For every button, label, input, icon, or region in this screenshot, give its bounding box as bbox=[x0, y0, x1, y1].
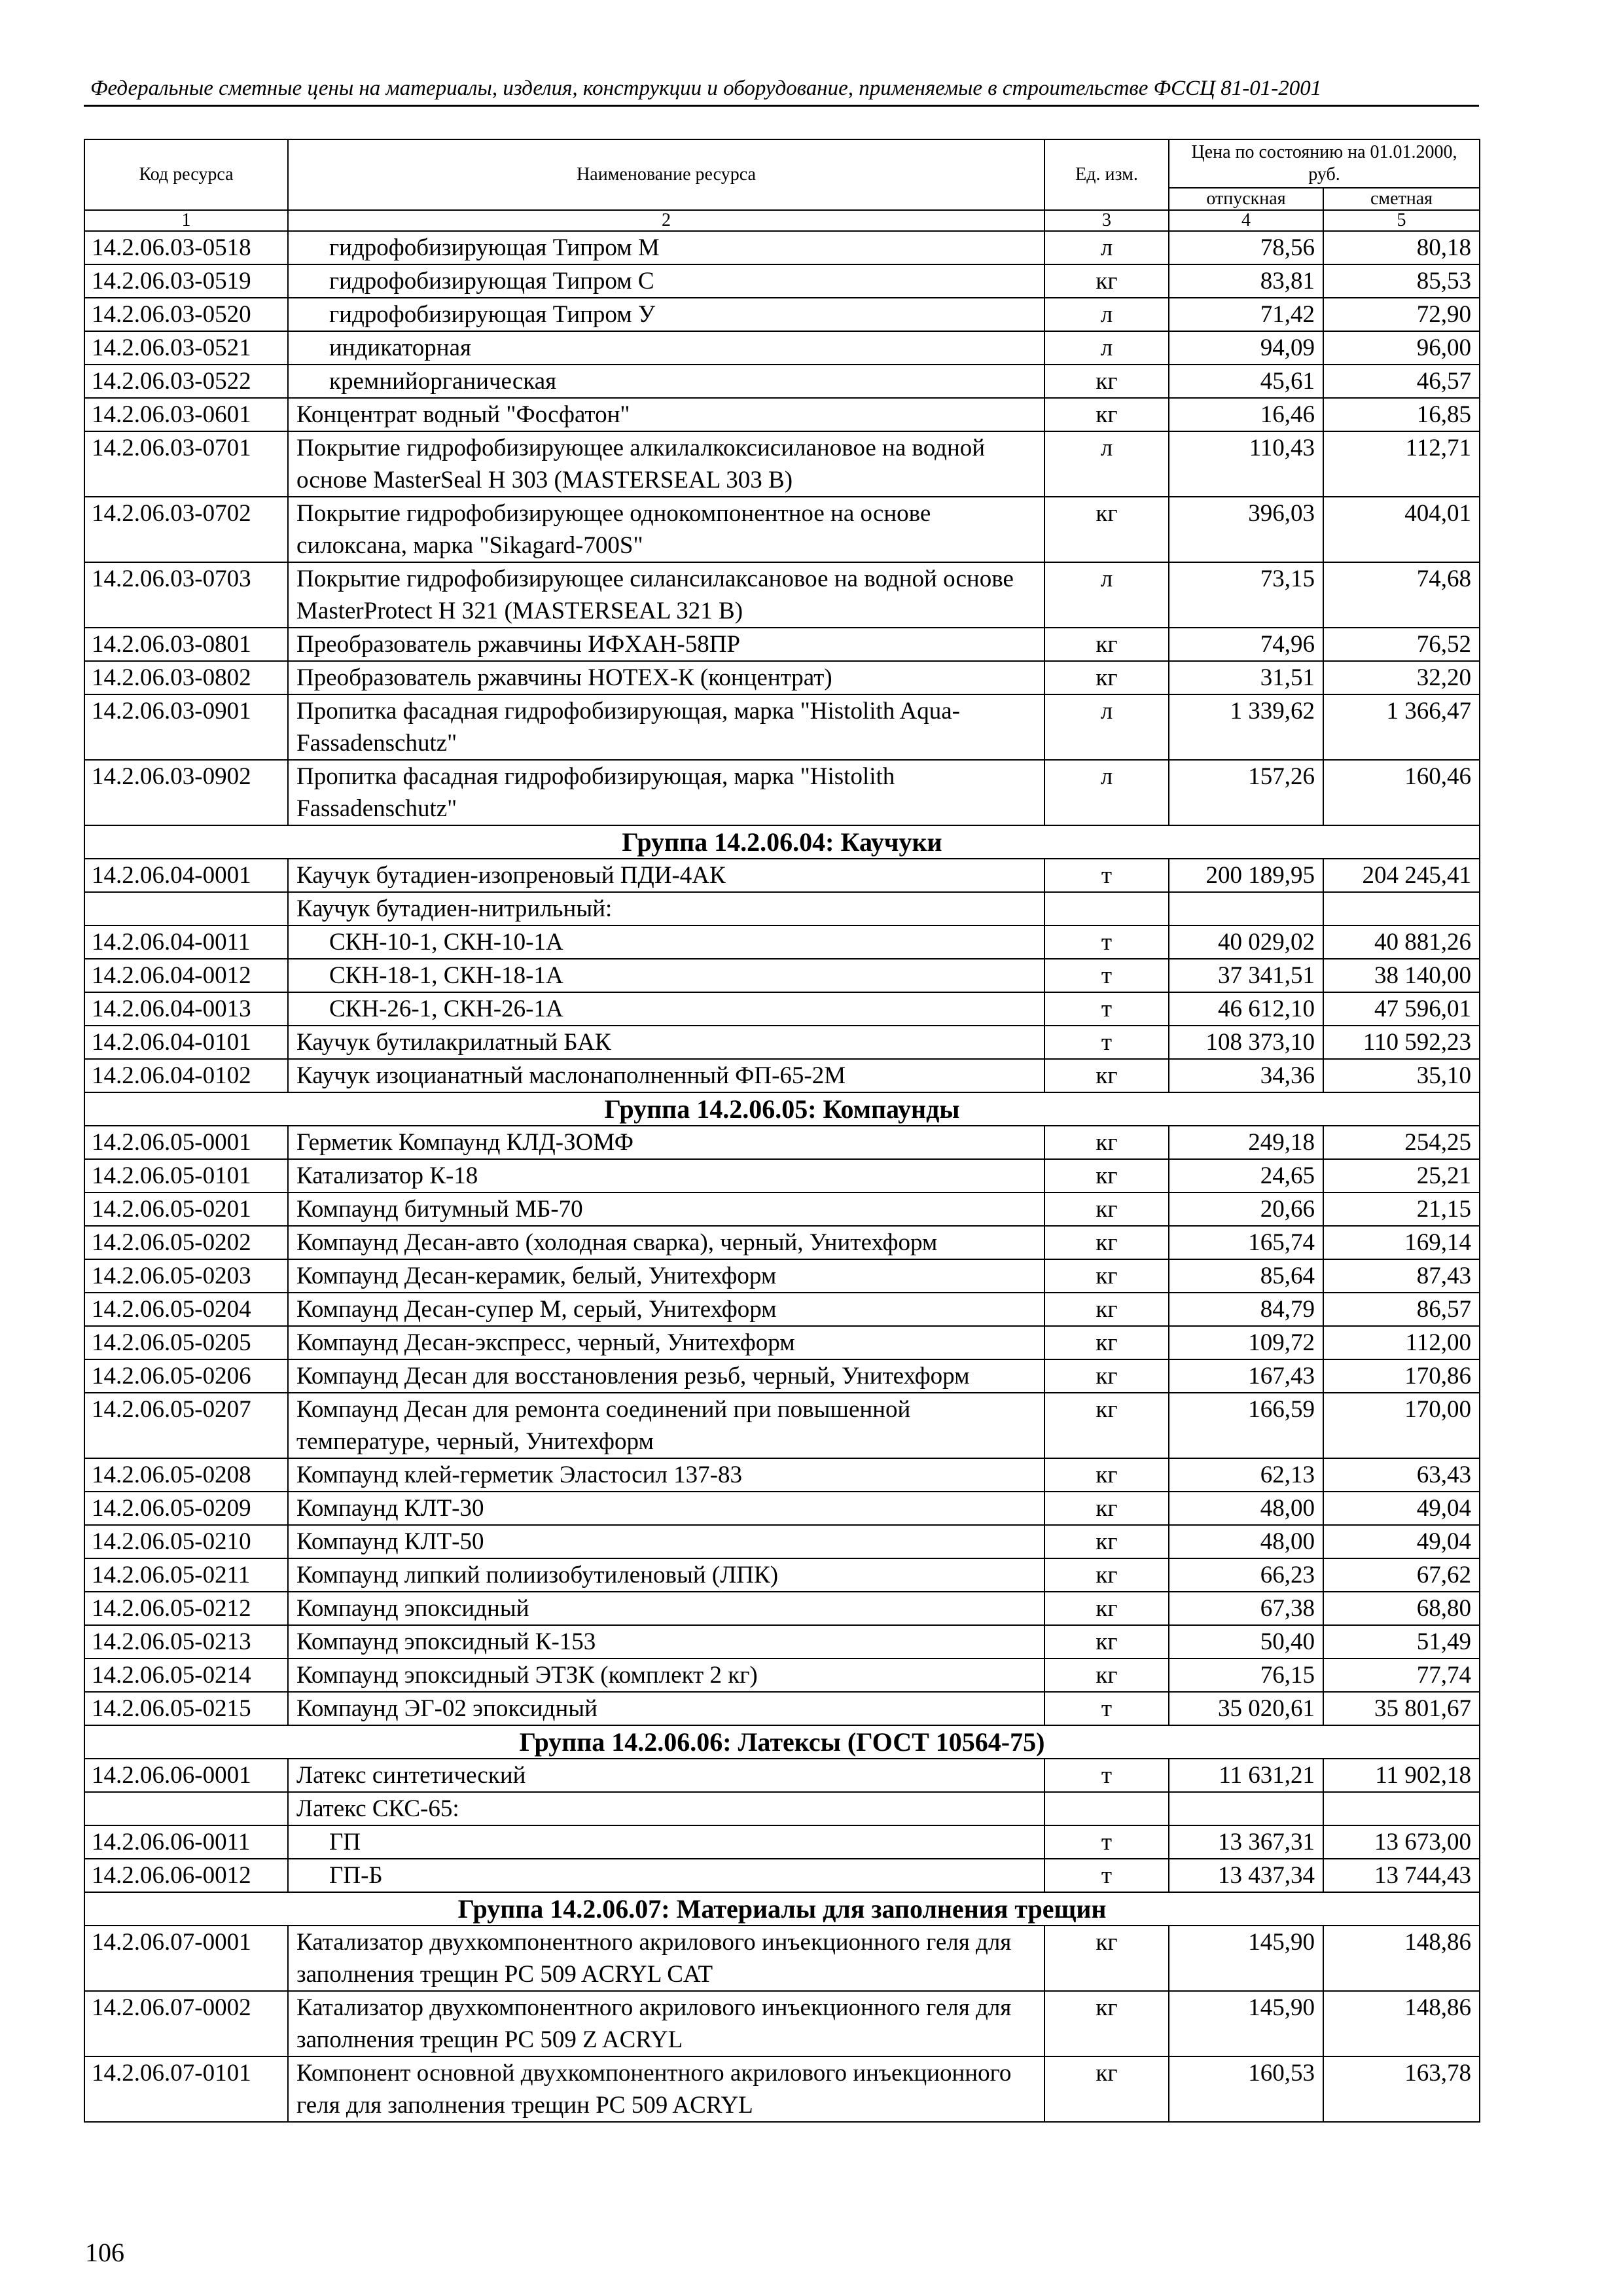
cell-estimate: 87,43 bbox=[1323, 1259, 1480, 1293]
cell-code: 14.2.06.05-0213 bbox=[84, 1625, 288, 1659]
cell-unit bbox=[1044, 892, 1169, 925]
cell-unit: т bbox=[1044, 992, 1169, 1026]
cell-wholesale bbox=[1169, 1792, 1323, 1825]
subheading-row bbox=[84, 1792, 1480, 1825]
cell-unit: кг bbox=[1044, 1625, 1169, 1659]
cell-name: Латекс СКС-65: bbox=[288, 1792, 1044, 1825]
cell-wholesale: 94,09 bbox=[1169, 331, 1323, 365]
cell-name bbox=[288, 1825, 1044, 1859]
cell-name: Покрытие гидрофобизирующее однокомпонентное на основе силоксана, марка "Sikagard-700S" bbox=[288, 497, 1044, 562]
cell-unit: кг bbox=[1044, 1059, 1169, 1092]
cell-name: Компаунд ЭГ-02 эпоксидный bbox=[288, 1692, 1044, 1725]
cell-name: Преобразователь ржавчины НОТЕХ-К (концентрат) bbox=[288, 661, 1044, 694]
cell-unit: кг bbox=[1044, 661, 1169, 694]
table-row bbox=[84, 1126, 1480, 1159]
cell-estimate: 72,90 bbox=[1323, 298, 1480, 331]
cell-wholesale: 16,46 bbox=[1169, 398, 1323, 431]
cell-code: 14.2.06.03-0518 bbox=[84, 231, 288, 264]
table-row bbox=[84, 1625, 1480, 1659]
table-row bbox=[84, 1193, 1480, 1226]
cell-name: Компаунд Десан для восстановления резьб, черный, Унитехформ bbox=[288, 1359, 1044, 1393]
table-row bbox=[84, 1458, 1480, 1492]
cell-estimate: 46,57 bbox=[1323, 365, 1480, 398]
group-heading-row bbox=[84, 1092, 1480, 1126]
table-row bbox=[84, 694, 1480, 760]
cell-name-text: гидрофобизирующая Типром У bbox=[329, 301, 656, 328]
cell-name: Компаунд Десан-экспресс, черный, Унитехформ bbox=[288, 1326, 1044, 1359]
cell-wholesale: 35 020,61 bbox=[1169, 1692, 1323, 1725]
cell-wholesale: 110,43 bbox=[1169, 431, 1323, 497]
cell-code: 14.2.06.03-0702 bbox=[84, 497, 288, 562]
table-row bbox=[84, 661, 1480, 694]
table-row bbox=[84, 1026, 1480, 1059]
cell-wholesale: 165,74 bbox=[1169, 1226, 1323, 1259]
cell-estimate: 85,53 bbox=[1323, 264, 1480, 298]
cell-name: Компаунд эпоксидный ЭТЗК (комплект 2 кг) bbox=[288, 1659, 1044, 1692]
cell-name bbox=[288, 925, 1044, 959]
table-row bbox=[84, 1991, 1480, 2056]
cell-wholesale: 160,53 bbox=[1169, 2056, 1323, 2122]
col-number: 3 bbox=[1044, 210, 1169, 231]
cell-unit: кг bbox=[1044, 1259, 1169, 1293]
cell-wholesale: 34,36 bbox=[1169, 1059, 1323, 1092]
page-number: 106 bbox=[85, 2238, 124, 2267]
col-number: 4 bbox=[1169, 210, 1323, 231]
table-row bbox=[84, 497, 1480, 562]
group-heading: Группа 14.2.06.06: Латексы (ГОСТ 10564-75) bbox=[84, 1725, 1480, 1759]
table-row bbox=[84, 1159, 1480, 1193]
cell-code: 14.2.06.05-0214 bbox=[84, 1659, 288, 1692]
cell-code: 14.2.06.05-0210 bbox=[84, 1525, 288, 1558]
cell-name: Каучук бутилакрилатный БАК bbox=[288, 1026, 1044, 1059]
cell-code: 14.2.06.04-0011 bbox=[84, 925, 288, 959]
cell-wholesale: 249,18 bbox=[1169, 1126, 1323, 1159]
cell-code: 14.2.06.05-0211 bbox=[84, 1558, 288, 1592]
cell-name bbox=[288, 365, 1044, 398]
table-row bbox=[84, 231, 1480, 264]
cell-code: 14.2.06.03-0901 bbox=[84, 694, 288, 760]
cell-estimate: 67,62 bbox=[1323, 1558, 1480, 1592]
col-number: 5 bbox=[1323, 210, 1480, 231]
cell-unit: л bbox=[1044, 562, 1169, 628]
table-row bbox=[84, 264, 1480, 298]
cell-estimate bbox=[1323, 892, 1480, 925]
cell-wholesale: 167,43 bbox=[1169, 1359, 1323, 1393]
cell-unit: т bbox=[1044, 959, 1169, 992]
cell-code: 14.2.06.04-0101 bbox=[84, 1026, 288, 1059]
cell-estimate: 169,14 bbox=[1323, 1226, 1480, 1259]
cell-name: Компонент основной двухкомпонентного акрилового инъекционного геля для заполнения трещин PC 509 ACRYL bbox=[288, 2056, 1044, 2122]
table-row bbox=[84, 398, 1480, 431]
table-row bbox=[84, 1492, 1480, 1525]
table-row bbox=[84, 760, 1480, 825]
cell-unit: кг bbox=[1044, 1659, 1169, 1692]
col-number: 2 bbox=[288, 210, 1044, 231]
cell-wholesale: 84,79 bbox=[1169, 1293, 1323, 1326]
cell-name-text: ГП-Б bbox=[329, 1862, 383, 1889]
cell-estimate: 16,85 bbox=[1323, 398, 1480, 431]
cell-estimate: 13 744,43 bbox=[1323, 1859, 1480, 1892]
cell-estimate: 80,18 bbox=[1323, 231, 1480, 264]
cell-estimate: 35 801,67 bbox=[1323, 1692, 1480, 1725]
table-row bbox=[84, 298, 1480, 331]
cell-estimate: 40 881,26 bbox=[1323, 925, 1480, 959]
cell-name bbox=[288, 298, 1044, 331]
cell-unit: кг bbox=[1044, 1926, 1169, 1991]
cell-code: 14.2.06.05-0201 bbox=[84, 1193, 288, 1226]
cell-estimate: 96,00 bbox=[1323, 331, 1480, 365]
table-row bbox=[84, 562, 1480, 628]
cell-unit: кг bbox=[1044, 1326, 1169, 1359]
cell-code: 14.2.06.03-0802 bbox=[84, 661, 288, 694]
table-row bbox=[84, 1926, 1480, 1991]
cell-estimate: 112,71 bbox=[1323, 431, 1480, 497]
cell-code: 14.2.06.03-0701 bbox=[84, 431, 288, 497]
cell-unit: кг bbox=[1044, 628, 1169, 661]
cell-estimate: 21,15 bbox=[1323, 1193, 1480, 1226]
cell-wholesale: 76,15 bbox=[1169, 1659, 1323, 1692]
cell-name: Латекс синтетический bbox=[288, 1759, 1044, 1792]
cell-name bbox=[288, 959, 1044, 992]
table-row bbox=[84, 959, 1480, 992]
cell-unit: кг bbox=[1044, 1458, 1169, 1492]
cell-estimate: 51,49 bbox=[1323, 1625, 1480, 1659]
cell-unit: кг bbox=[1044, 1126, 1169, 1159]
cell-code: 14.2.06.05-0207 bbox=[84, 1393, 288, 1458]
cell-unit: кг bbox=[1044, 497, 1169, 562]
cell-estimate: 11 902,18 bbox=[1323, 1759, 1480, 1792]
cell-name-text: кремнийорганическая bbox=[329, 368, 557, 395]
cell-name-text: ГП bbox=[329, 1829, 361, 1856]
cell-estimate bbox=[1323, 1792, 1480, 1825]
cell-code: 14.2.06.03-0521 bbox=[84, 331, 288, 365]
cell-code: 14.2.06.05-0204 bbox=[84, 1293, 288, 1326]
cell-estimate: 170,00 bbox=[1323, 1393, 1480, 1458]
cell-estimate: 1 366,47 bbox=[1323, 694, 1480, 760]
cell-wholesale: 200 189,95 bbox=[1169, 859, 1323, 892]
cell-code: 14.2.06.05-0209 bbox=[84, 1492, 288, 1525]
table-row bbox=[84, 1293, 1480, 1326]
cell-wholesale: 13 437,34 bbox=[1169, 1859, 1323, 1892]
cell-wholesale: 78,56 bbox=[1169, 231, 1323, 264]
cell-name: Каучук изоцианатный маслонаполненный ФП-65-2М bbox=[288, 1059, 1044, 1092]
cell-wholesale: 40 029,02 bbox=[1169, 925, 1323, 959]
cell-code: 14.2.06.05-0212 bbox=[84, 1592, 288, 1625]
cell-code: 14.2.06.03-0520 bbox=[84, 298, 288, 331]
table-row bbox=[84, 992, 1480, 1026]
cell-code: 14.2.06.04-0013 bbox=[84, 992, 288, 1026]
cell-name-text: гидрофобизирующая Типром С bbox=[329, 268, 654, 295]
cell-wholesale: 109,72 bbox=[1169, 1326, 1323, 1359]
cell-unit: кг bbox=[1044, 1193, 1169, 1226]
cell-wholesale: 108 373,10 bbox=[1169, 1026, 1323, 1059]
cell-unit: т bbox=[1044, 1759, 1169, 1792]
cell-name-text: гидрофобизирующая Типром М bbox=[329, 234, 660, 261]
cell-name: Герметик Компаунд КЛД-ЗОМФ bbox=[288, 1126, 1044, 1159]
table-row bbox=[84, 1226, 1480, 1259]
cell-wholesale: 48,00 bbox=[1169, 1492, 1323, 1525]
header-price-group: Цена по состоянию на 01.01.2000, руб. bbox=[1169, 139, 1480, 188]
cell-name: Пропитка фасадная гидрофобизирующая, марка "Histolith Aqua- Fassadenschutz" bbox=[288, 694, 1044, 760]
cell-estimate: 68,80 bbox=[1323, 1592, 1480, 1625]
cell-code: 14.2.06.03-0902 bbox=[84, 760, 288, 825]
cell-wholesale: 45,61 bbox=[1169, 365, 1323, 398]
cell-code: 14.2.06.04-0001 bbox=[84, 859, 288, 892]
cell-unit: кг bbox=[1044, 1159, 1169, 1193]
table-row bbox=[84, 1558, 1480, 1592]
cell-unit: л bbox=[1044, 694, 1169, 760]
cell-name bbox=[288, 992, 1044, 1026]
cell-wholesale: 73,15 bbox=[1169, 562, 1323, 628]
cell-wholesale: 46 612,10 bbox=[1169, 992, 1323, 1026]
cell-unit: кг bbox=[1044, 1359, 1169, 1393]
cell-estimate: 47 596,01 bbox=[1323, 992, 1480, 1026]
cell-name: Катализатор К-18 bbox=[288, 1159, 1044, 1193]
cell-code: 14.2.06.06-0011 bbox=[84, 1825, 288, 1859]
cell-wholesale: 67,38 bbox=[1169, 1592, 1323, 1625]
cell-estimate: 77,74 bbox=[1323, 1659, 1480, 1692]
cell-unit: кг bbox=[1044, 2056, 1169, 2122]
cell-unit: л bbox=[1044, 760, 1169, 825]
cell-code: 14.2.06.03-0703 bbox=[84, 562, 288, 628]
cell-code: 14.2.06.03-0801 bbox=[84, 628, 288, 661]
cell-code: 14.2.06.05-0001 bbox=[84, 1126, 288, 1159]
cell-unit: кг bbox=[1044, 1226, 1169, 1259]
cell-code: 14.2.06.05-0203 bbox=[84, 1259, 288, 1293]
cell-name: Компаунд клей-герметик Эластосил 137-83 bbox=[288, 1458, 1044, 1492]
cell-name: Преобразователь ржавчины ИФХАН-58ПР bbox=[288, 628, 1044, 661]
cell-wholesale: 20,66 bbox=[1169, 1193, 1323, 1226]
cell-estimate: 32,20 bbox=[1323, 661, 1480, 694]
cell-name bbox=[288, 231, 1044, 264]
cell-name-text: СКН-10-1, СКН-10-1А bbox=[329, 929, 563, 956]
cell-estimate: 25,21 bbox=[1323, 1159, 1480, 1193]
cell-code: 14.2.06.04-0102 bbox=[84, 1059, 288, 1092]
group-heading-row bbox=[84, 1892, 1480, 1926]
cell-estimate: 254,25 bbox=[1323, 1126, 1480, 1159]
cell-unit: т bbox=[1044, 1859, 1169, 1892]
cell-name bbox=[288, 1859, 1044, 1892]
cell-unit: кг bbox=[1044, 1525, 1169, 1558]
table-row bbox=[84, 628, 1480, 661]
cell-code bbox=[84, 1792, 288, 1825]
cell-unit: т bbox=[1044, 925, 1169, 959]
cell-code: 14.2.06.05-0208 bbox=[84, 1458, 288, 1492]
cell-unit: кг bbox=[1044, 1492, 1169, 1525]
cell-wholesale: 396,03 bbox=[1169, 497, 1323, 562]
table-row bbox=[84, 1326, 1480, 1359]
cell-wholesale: 85,64 bbox=[1169, 1259, 1323, 1293]
cell-wholesale bbox=[1169, 892, 1323, 925]
cell-name: Компаунд эпоксидный К-153 bbox=[288, 1625, 1044, 1659]
table-row bbox=[84, 431, 1480, 497]
group-heading: Группа 14.2.06.05: Компаунды bbox=[84, 1092, 1480, 1126]
running-header: Федеральные сметные цены на материалы, изделия, конструкции и оборудование, применяемые в строительстве ФССЦ 81-01-2001 bbox=[90, 77, 1322, 100]
cell-estimate: 404,01 bbox=[1323, 497, 1480, 562]
cell-unit: т bbox=[1044, 1692, 1169, 1725]
cell-code: 14.2.06.05-0202 bbox=[84, 1226, 288, 1259]
cell-name: Катализатор двухкомпонентного акрилового инъекционного геля для заполнения трещин PC 509 ACRYL CAT bbox=[288, 1926, 1044, 1991]
cell-estimate: 204 245,41 bbox=[1323, 859, 1480, 892]
cell-wholesale: 66,23 bbox=[1169, 1558, 1323, 1592]
header-code: Код ресурса bbox=[84, 139, 288, 210]
cell-wholesale: 145,90 bbox=[1169, 1926, 1323, 1991]
table-row bbox=[84, 1059, 1480, 1092]
cell-estimate: 112,00 bbox=[1323, 1326, 1480, 1359]
cell-wholesale: 50,40 bbox=[1169, 1625, 1323, 1659]
group-heading-row bbox=[84, 825, 1480, 859]
cell-code: 14.2.06.03-0519 bbox=[84, 264, 288, 298]
table-row bbox=[84, 1825, 1480, 1859]
cell-estimate: 160,46 bbox=[1323, 760, 1480, 825]
table-row bbox=[84, 1659, 1480, 1692]
cell-wholesale: 24,65 bbox=[1169, 1159, 1323, 1193]
cell-wholesale: 157,26 bbox=[1169, 760, 1323, 825]
cell-estimate: 86,57 bbox=[1323, 1293, 1480, 1326]
cell-name: Покрытие гидрофобизирующее алкилалкоксисилановое на водной основе MasterSeal H 303 (MASTERSEAL 303 B) bbox=[288, 431, 1044, 497]
cell-name: Пропитка фасадная гидрофобизирующая, марка "Histolith Fassadenschutz" bbox=[288, 760, 1044, 825]
cell-code: 14.2.06.06-0012 bbox=[84, 1859, 288, 1892]
group-heading: Группа 14.2.06.04: Каучуки bbox=[84, 825, 1480, 859]
group-heading: Группа 14.2.06.07: Материалы для заполнения трещин bbox=[84, 1892, 1480, 1926]
cell-unit: т bbox=[1044, 1026, 1169, 1059]
table-row bbox=[84, 1592, 1480, 1625]
cell-name bbox=[288, 331, 1044, 365]
cell-name: Концентрат водный "Фосфатон" bbox=[288, 398, 1044, 431]
cell-estimate: 49,04 bbox=[1323, 1492, 1480, 1525]
cell-wholesale: 37 341,51 bbox=[1169, 959, 1323, 992]
cell-estimate: 63,43 bbox=[1323, 1458, 1480, 1492]
cell-wholesale: 74,96 bbox=[1169, 628, 1323, 661]
cell-code: 14.2.06.03-0522 bbox=[84, 365, 288, 398]
cell-name bbox=[288, 264, 1044, 298]
table-row bbox=[84, 1759, 1480, 1792]
header-estimate: сметная bbox=[1323, 188, 1480, 210]
cell-code: 14.2.06.07-0101 bbox=[84, 2056, 288, 2122]
cell-name-text: СКН-18-1, СКН-18-1А bbox=[329, 962, 563, 989]
cell-unit bbox=[1044, 1792, 1169, 1825]
table-row bbox=[84, 1259, 1480, 1293]
cell-estimate: 170,86 bbox=[1323, 1359, 1480, 1393]
cell-code: 14.2.06.05-0206 bbox=[84, 1359, 288, 1393]
cell-code: 14.2.06.07-0002 bbox=[84, 1991, 288, 2056]
table-row bbox=[84, 2056, 1480, 2122]
cell-wholesale: 166,59 bbox=[1169, 1393, 1323, 1458]
cell-wholesale: 13 367,31 bbox=[1169, 1825, 1323, 1859]
cell-name-text: СКН-26-1, СКН-26-1А bbox=[329, 996, 563, 1022]
price-table bbox=[84, 139, 1480, 2123]
cell-name-text: индикаторная bbox=[329, 334, 472, 361]
cell-name: Катализатор двухкомпонентного акрилового инъекционного геля для заполнения трещин PC 509 Z ACRYL bbox=[288, 1991, 1044, 2056]
table-row bbox=[84, 365, 1480, 398]
col-number: 1 bbox=[84, 210, 288, 231]
cell-estimate: 76,52 bbox=[1323, 628, 1480, 661]
cell-unit: кг bbox=[1044, 1293, 1169, 1326]
header-wholesale: отпускная bbox=[1169, 188, 1323, 210]
cell-code: 14.2.06.06-0001 bbox=[84, 1759, 288, 1792]
cell-code bbox=[84, 892, 288, 925]
cell-unit: л bbox=[1044, 331, 1169, 365]
cell-estimate: 148,86 bbox=[1323, 1991, 1480, 2056]
cell-code: 14.2.06.05-0101 bbox=[84, 1159, 288, 1193]
cell-wholesale: 83,81 bbox=[1169, 264, 1323, 298]
group-heading-row bbox=[84, 1725, 1480, 1759]
cell-name: Компаунд КЛТ-50 bbox=[288, 1525, 1044, 1558]
table-row bbox=[84, 925, 1480, 959]
subheading-row bbox=[84, 892, 1480, 925]
cell-name: Компаунд эпоксидный bbox=[288, 1592, 1044, 1625]
cell-unit: кг bbox=[1044, 1393, 1169, 1458]
cell-wholesale: 11 631,21 bbox=[1169, 1759, 1323, 1792]
cell-name: Каучук бутадиен-нитрильный: bbox=[288, 892, 1044, 925]
cell-name: Каучук бутадиен-изопреновый ПДИ-4АК bbox=[288, 859, 1044, 892]
table-row bbox=[84, 1359, 1480, 1393]
cell-name: Компаунд КЛТ-30 bbox=[288, 1492, 1044, 1525]
cell-unit: л bbox=[1044, 298, 1169, 331]
cell-estimate: 148,86 bbox=[1323, 1926, 1480, 1991]
cell-estimate: 163,78 bbox=[1323, 2056, 1480, 2122]
cell-name: Покрытие гидрофобизирующее силансилаксановое на водной основе MasterProtect H 321 (MASTERSEAL 321 B) bbox=[288, 562, 1044, 628]
cell-name: Компаунд липкий полиизобутиленовый (ЛПК) bbox=[288, 1558, 1044, 1592]
cell-unit: кг bbox=[1044, 1991, 1169, 2056]
header-unit: Ед. изм. bbox=[1044, 139, 1169, 210]
header-name: Наименование ресурса bbox=[288, 139, 1044, 210]
cell-unit: кг bbox=[1044, 1592, 1169, 1625]
cell-name: Компаунд битумный МБ-70 bbox=[288, 1193, 1044, 1226]
cell-name: Компаунд Десан для ремонта соединений при повышенной температуре, черный, Унитехформ bbox=[288, 1393, 1044, 1458]
cell-code: 14.2.06.04-0012 bbox=[84, 959, 288, 992]
cell-estimate: 35,10 bbox=[1323, 1059, 1480, 1092]
table-row bbox=[84, 859, 1480, 892]
cell-estimate: 49,04 bbox=[1323, 1525, 1480, 1558]
cell-unit: кг bbox=[1044, 1558, 1169, 1592]
cell-wholesale: 62,13 bbox=[1169, 1458, 1323, 1492]
header-rule bbox=[84, 105, 1479, 107]
cell-unit: т bbox=[1044, 859, 1169, 892]
cell-wholesale: 48,00 bbox=[1169, 1525, 1323, 1558]
cell-code: 14.2.06.07-0001 bbox=[84, 1926, 288, 1991]
table-row bbox=[84, 1525, 1480, 1558]
cell-code: 14.2.06.03-0601 bbox=[84, 398, 288, 431]
cell-estimate: 13 673,00 bbox=[1323, 1825, 1480, 1859]
cell-estimate: 38 140,00 bbox=[1323, 959, 1480, 992]
cell-wholesale: 31,51 bbox=[1169, 661, 1323, 694]
cell-unit: кг bbox=[1044, 365, 1169, 398]
cell-unit: кг bbox=[1044, 264, 1169, 298]
cell-unit: л bbox=[1044, 431, 1169, 497]
table-body bbox=[84, 231, 1480, 2122]
cell-name: Компаунд Десан-супер М, серый, Унитехформ bbox=[288, 1293, 1044, 1326]
cell-unit: т bbox=[1044, 1825, 1169, 1859]
cell-code: 14.2.06.05-0205 bbox=[84, 1326, 288, 1359]
cell-unit: кг bbox=[1044, 398, 1169, 431]
cell-estimate: 74,68 bbox=[1323, 562, 1480, 628]
cell-estimate: 110 592,23 bbox=[1323, 1026, 1480, 1059]
table-row bbox=[84, 1393, 1480, 1458]
table-row bbox=[84, 1692, 1480, 1725]
cell-unit: л bbox=[1044, 231, 1169, 264]
cell-name: Компаунд Десан-авто (холодная сварка), черный, Унитехформ bbox=[288, 1226, 1044, 1259]
cell-code: 14.2.06.05-0215 bbox=[84, 1692, 288, 1725]
cell-wholesale: 71,42 bbox=[1169, 298, 1323, 331]
table-row bbox=[84, 1859, 1480, 1892]
cell-wholesale: 145,90 bbox=[1169, 1991, 1323, 2056]
table-row bbox=[84, 331, 1480, 365]
cell-name: Компаунд Десан-керамик, белый, Унитехформ bbox=[288, 1259, 1044, 1293]
cell-wholesale: 1 339,62 bbox=[1169, 694, 1323, 760]
